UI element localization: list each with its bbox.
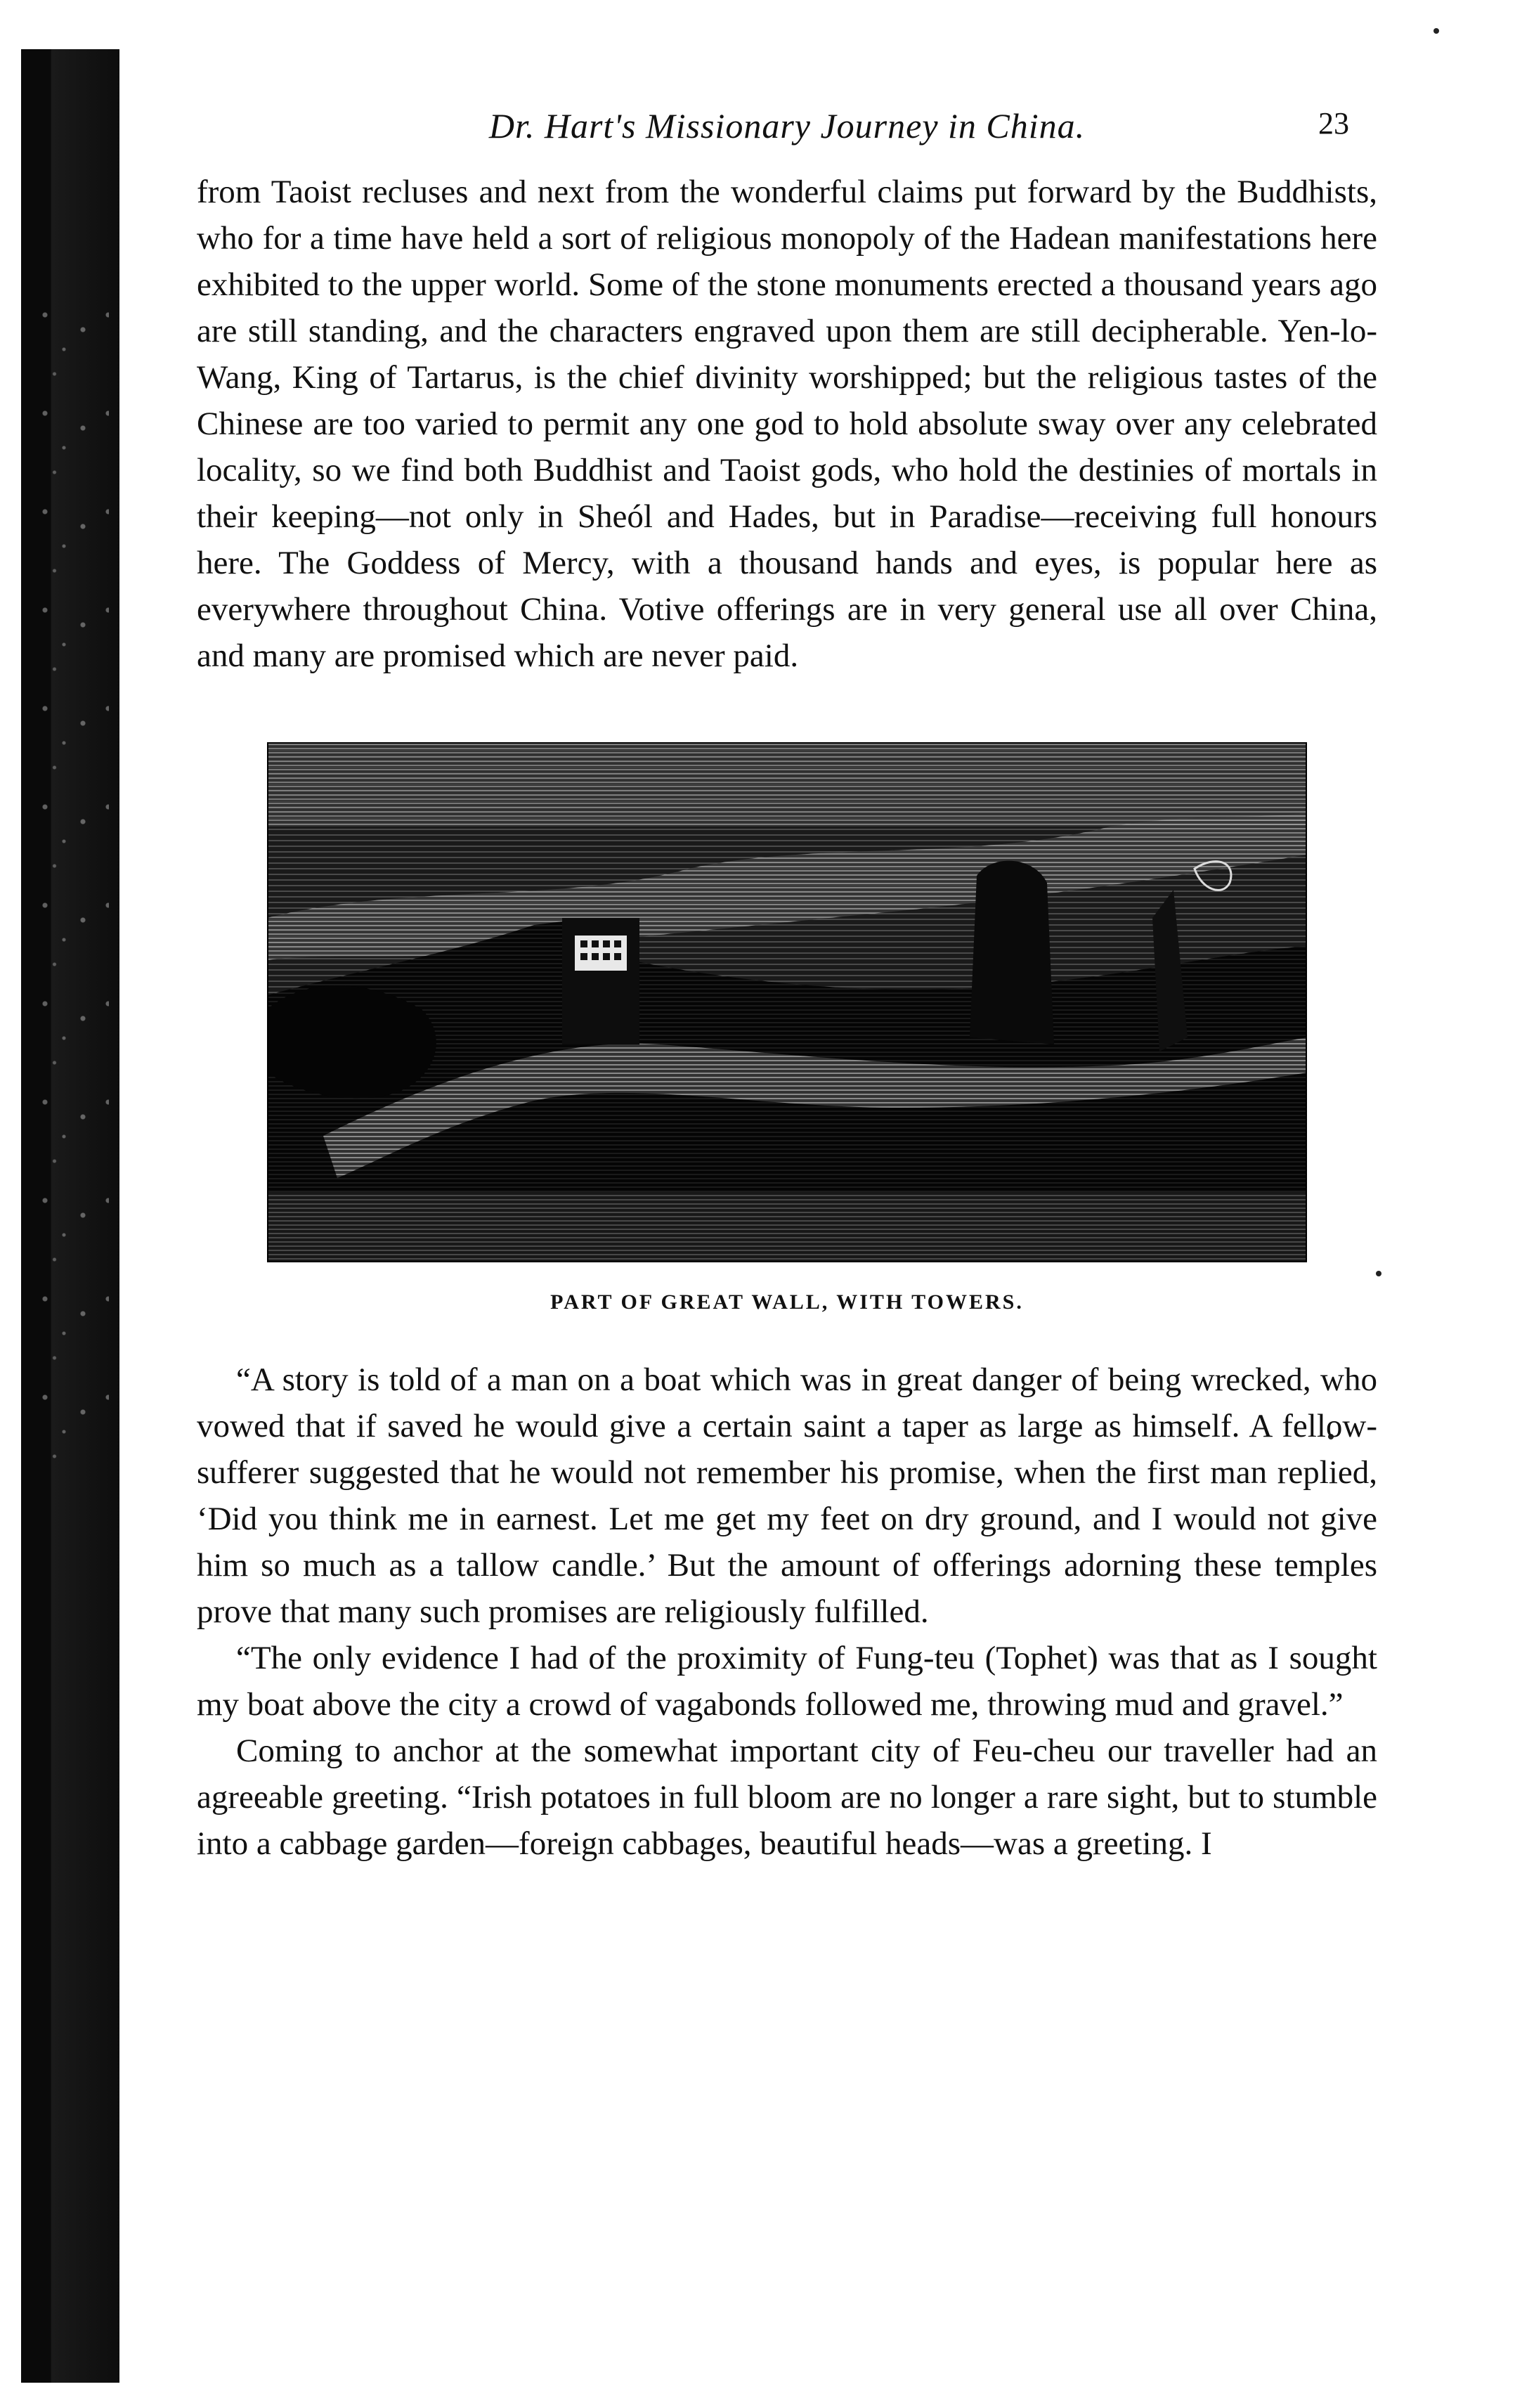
engraving-foreground	[267, 1192, 1307, 1262]
body-paragraph-3: “The only evidence I had of the proximity of Fung-teu (Tophet) was that as I sought my boat above the city a crowd of vagabonds followed me, throwing mud and gravel.”	[197, 1640, 1377, 1723]
body-paragraph-4: Coming to anchor at the somewhat important city of Feu-cheu our traveller had an agreeable greeting. “Irish potatoes in full bloom are no longer a rare sight, but to stumble into a cabbage garden—foreign cabbages, beautiful heads—was a greeting. I	[197, 1733, 1377, 1862]
book-page	[197, 105, 1377, 1867]
binding-edge-specks	[39, 295, 109, 1490]
engraving-upper-sky	[267, 742, 1307, 827]
body-paragraph-2: “A story is told of a man on a boat which was in great danger of being wrecked, who vowed that if saved he would give a certain saint a taper as large as himself. A fellow-sufferer suggested that he would not remember his promise, when the first man replied, ‘Did you think me in earnest. Let me get my feet on dry ground, and I would not give him so much as a tallow candle.’ But the amount of offerings adorning these temples prove that many such promises are religiously fulfilled.	[197, 1361, 1377, 1630]
running-title: Dr. Hart's Missionary Journey in China.	[488, 106, 1086, 145]
great-wall-engraving	[267, 742, 1307, 1262]
running-head	[197, 105, 1377, 169]
body-paragraph-1: from Taoist recluses and next from the wonderful claims put forward by the Buddhists, who for a time have held a sort of religious monopoly of the Hadean manifestations here exhibited to the upper world. Some of the stone monuments erected a thousand years ago are still standing, and the characters engraved upon them are still decipherable. Yen-lo-Wang, King of Tartarus, is the chief divinity worshipped; but the religious tastes of the Chinese are too varied to permit any one god to hold absolute sway over any celebrated locality, so we find both Buddhist and Taoist gods, who hold the destinies of mortals in their keeping—not only in Sheól and Hades, but in Paradise—receiving full honours here. The Goddess of Mercy, with a thousand hands and eyes, is popular here as everywhere throughout China. Votive offerings are in very general use all over China, and many are promised which are never paid.	[197, 174, 1377, 674]
figure-caption: PART OF GREAT WALL, WITH TOWERS.	[550, 1290, 1024, 1314]
page-number: 23	[1318, 106, 1349, 141]
engraving-watchtower-right	[970, 861, 1054, 1044]
figure	[267, 742, 1307, 1314]
scan-speck	[1433, 28, 1439, 34]
